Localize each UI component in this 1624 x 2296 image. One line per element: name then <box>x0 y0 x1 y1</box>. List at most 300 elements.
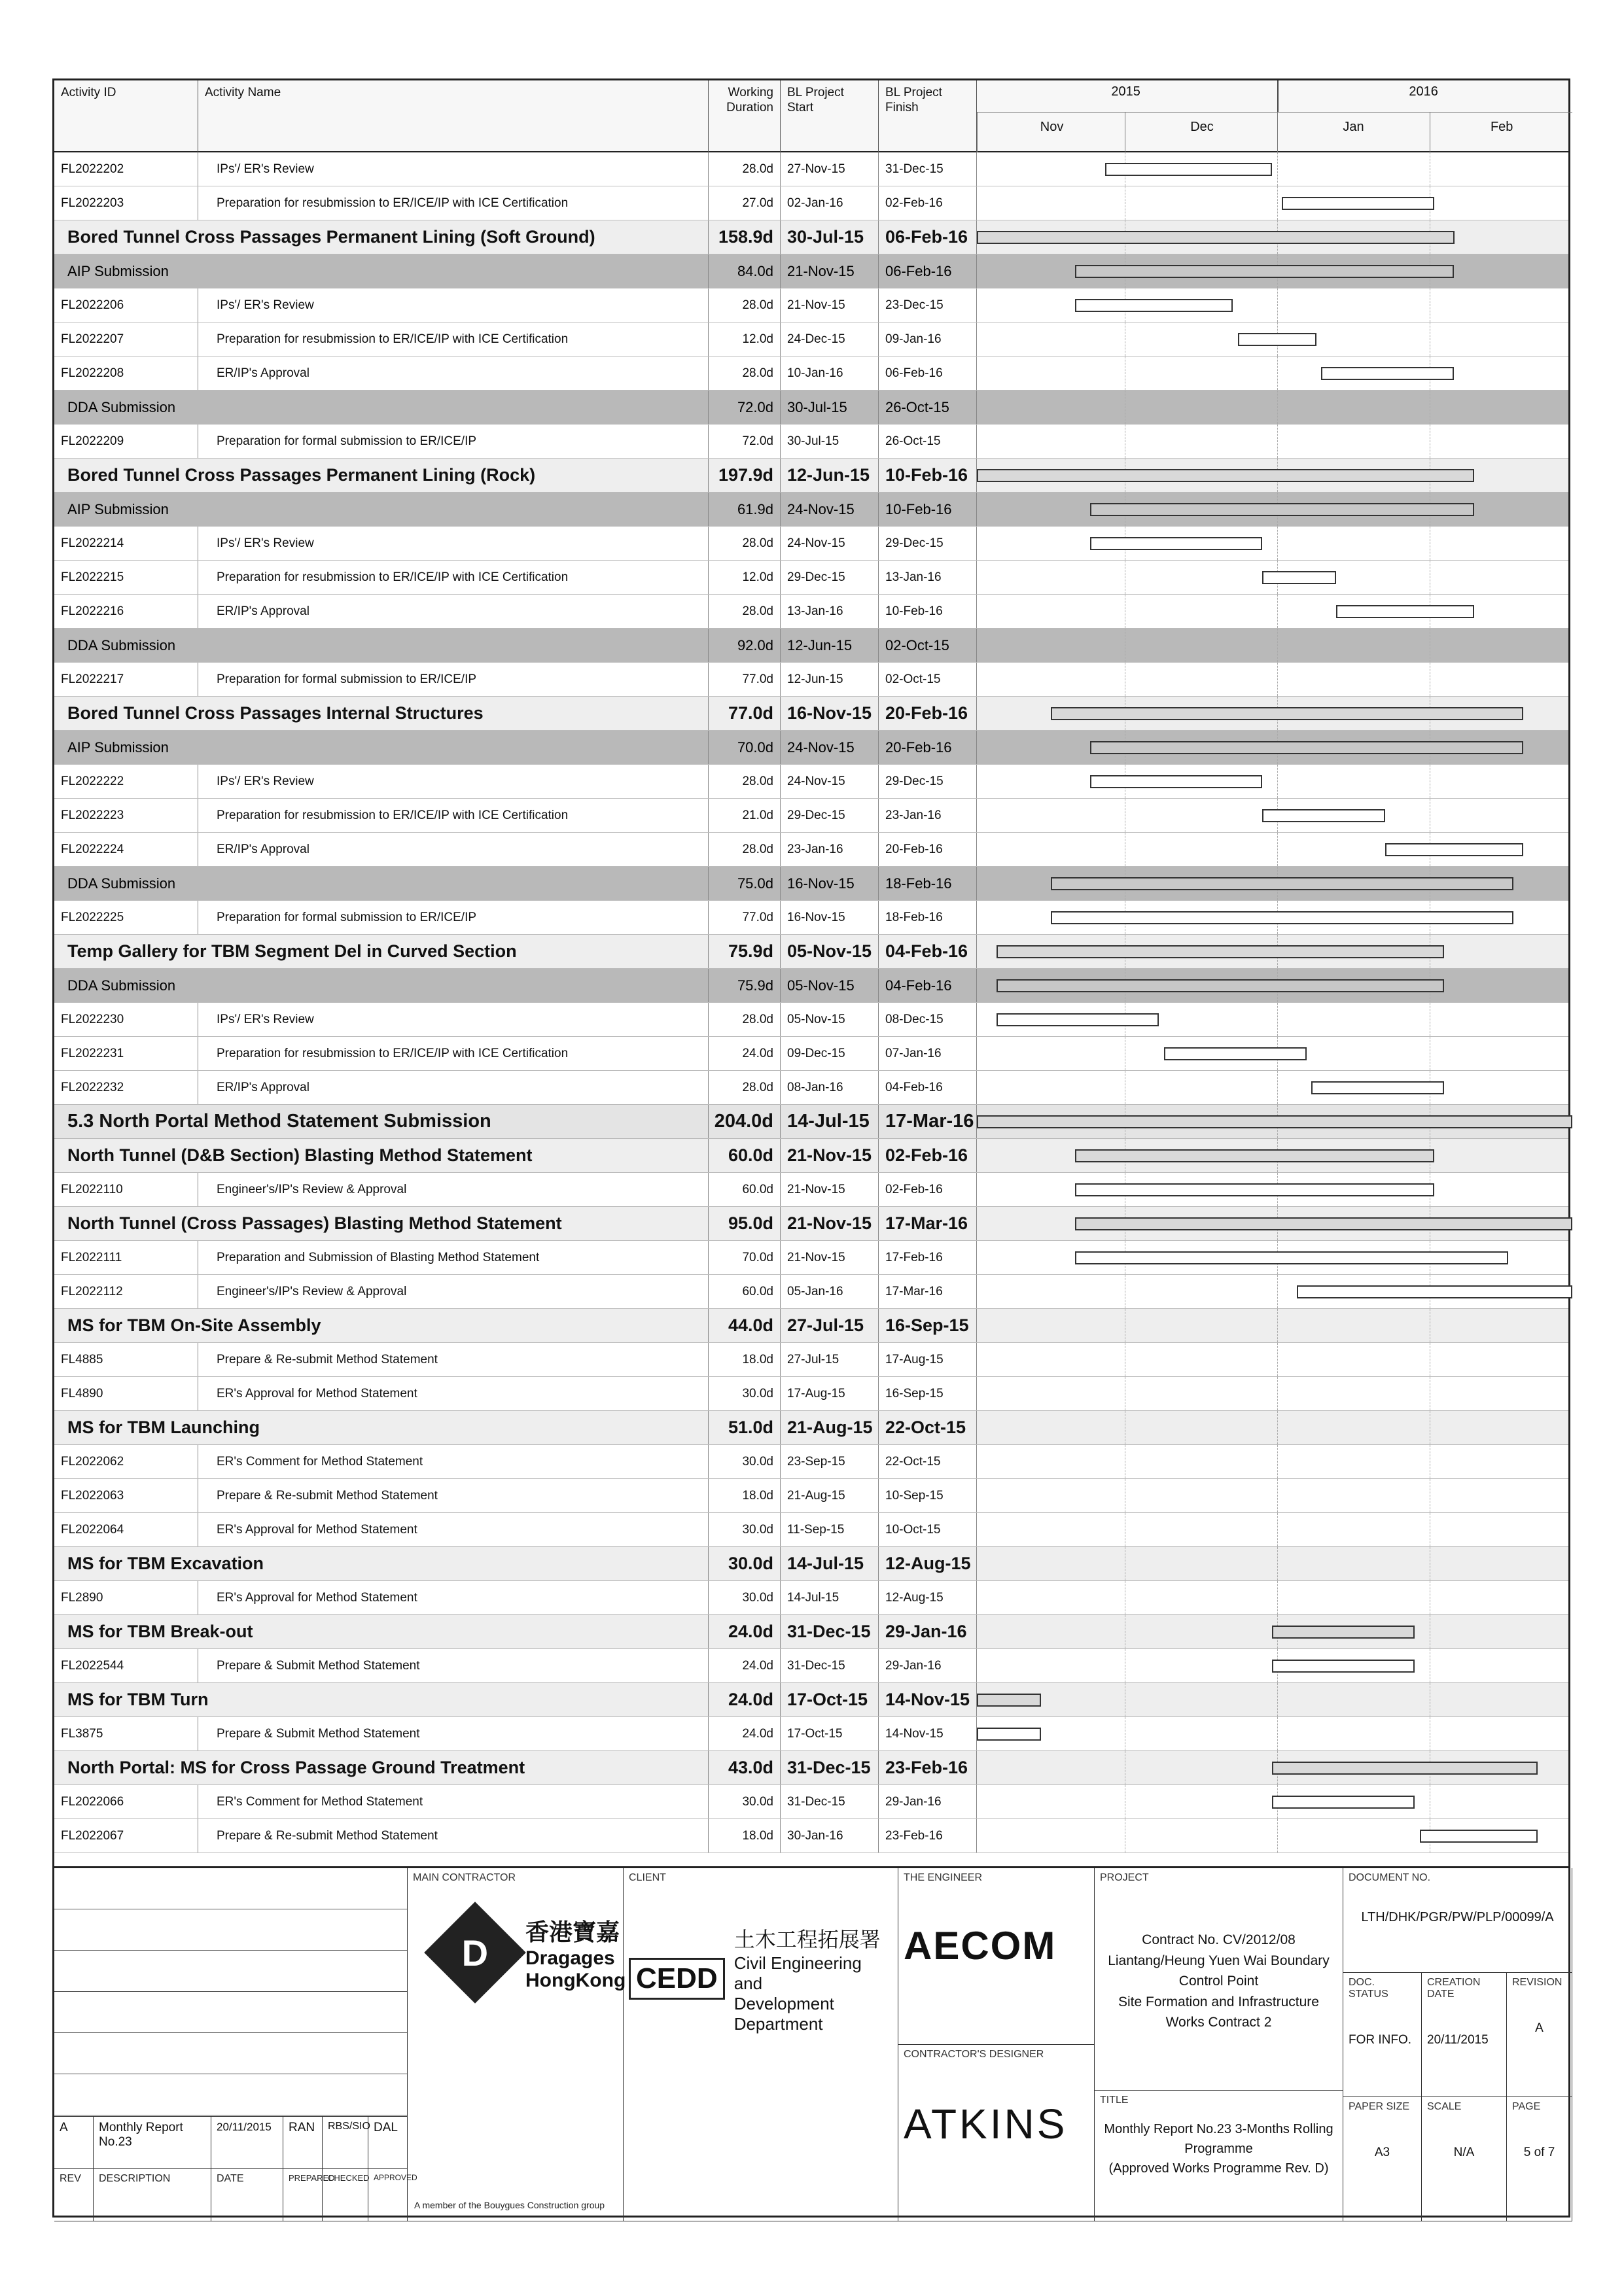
activity-name: AIP Submission <box>61 254 709 288</box>
activity-name: Temp Gallery for TBM Segment Del in Curved Section <box>61 935 709 968</box>
gantt-bar[interactable] <box>1051 911 1513 924</box>
activity-row[interactable] <box>54 833 1568 867</box>
activity-row[interactable] <box>54 1003 1568 1037</box>
year-divider <box>1277 80 1279 112</box>
activity-start: 21-Aug-15 <box>781 1479 879 1512</box>
activity-start: 31-Dec-15 <box>781 1785 879 1818</box>
activity-row[interactable] <box>54 1343 1568 1377</box>
cedd-logo: CEDD <box>629 1958 725 2000</box>
gantt-bar[interactable] <box>1075 299 1233 312</box>
gantt-lane <box>977 1581 1572 1614</box>
activity-start: 27-Nov-15 <box>781 152 879 186</box>
activity-row[interactable] <box>54 561 1568 595</box>
activity-start: 24-Dec-15 <box>781 322 879 356</box>
gantt-bar[interactable] <box>1075 1217 1572 1230</box>
activity-duration: 60.0d <box>709 1275 781 1308</box>
activity-start: 30-Jul-15 <box>781 220 879 254</box>
activity-duration: 18.0d <box>709 1819 781 1852</box>
gantt-gridline <box>1277 527 1278 560</box>
column-header-duration: Working Duration <box>709 80 781 152</box>
gantt-bar[interactable] <box>1311 1081 1444 1094</box>
activity-start: 12-Jun-15 <box>781 629 879 662</box>
gantt-bar[interactable] <box>1238 333 1316 346</box>
activity-duration: 70.0d <box>709 1241 781 1274</box>
doc-status: FOR INFO. <box>1349 2033 1412 2047</box>
activity-finish: 16-Sep-15 <box>879 1377 977 1410</box>
activity-name: Preparation for resubmission to ER/ICE/IP with ICE Certification <box>198 1037 709 1070</box>
engineer-label: THE ENGINEER <box>904 1872 983 1883</box>
activity-row[interactable] <box>54 425 1568 459</box>
activity-start: 13-Jan-16 <box>781 595 879 628</box>
activity-finish: 29-Jan-16 <box>879 1615 977 1648</box>
activity-row[interactable] <box>54 765 1568 799</box>
timeline-header <box>977 80 1572 152</box>
activity-name: AIP Submission <box>61 731 709 764</box>
gantt-lane <box>977 1479 1572 1512</box>
revision-checked: RBS/SIO <box>323 2117 368 2169</box>
activity-start: 02-Jan-16 <box>781 186 879 220</box>
activity-duration: 204.0d <box>709 1105 781 1138</box>
wbs-group-row[interactable] <box>54 935 1568 969</box>
activity-name: Prepare & Re-submit Method Statement <box>198 1343 709 1376</box>
gantt-bar[interactable] <box>1051 877 1513 890</box>
gantt-bar[interactable] <box>977 469 1474 482</box>
atkins-logo: ATKINS <box>904 2100 1068 2148</box>
project-panel <box>1095 1868 1343 2091</box>
activity-finish: 17-Mar-16 <box>879 1207 977 1240</box>
activity-row[interactable] <box>54 152 1568 186</box>
activity-finish: 16-Sep-15 <box>879 1309 977 1342</box>
gantt-lane <box>977 322 1572 356</box>
activity-name: Prepare & Re-submit Method Statement <box>198 1479 709 1512</box>
activity-row[interactable] <box>54 1649 1568 1683</box>
activity-finish: 23-Dec-15 <box>879 288 977 322</box>
gantt-bar[interactable] <box>1075 1183 1434 1196</box>
wbs-subgroup-row[interactable] <box>54 391 1568 425</box>
activity-name: Prepare & Submit Method Statement <box>198 1717 709 1750</box>
activity-name: ER/IP's Approval <box>198 1071 709 1104</box>
gantt-bar[interactable] <box>1262 571 1336 584</box>
revision-description: Monthly Report No.23 <box>94 2117 211 2169</box>
activity-id: FL2022217 <box>54 663 198 696</box>
activity-id: FL2022110 <box>54 1173 198 1206</box>
gantt-lane <box>977 1105 1572 1138</box>
gantt-bar[interactable] <box>1420 1830 1538 1843</box>
activity-duration: 30.0d <box>709 1377 781 1410</box>
gantt-lane <box>977 663 1572 696</box>
client-name-en1: Civil Engineering and <box>733 1953 862 1993</box>
contract-number: Contract No. CV/2012/08 <box>1142 1932 1296 1947</box>
activity-finish: 18-Feb-16 <box>879 901 977 934</box>
activity-finish: 23-Feb-16 <box>879 1819 977 1852</box>
gantt-bar[interactable] <box>1321 367 1454 380</box>
activity-start: 21-Aug-15 <box>781 1411 879 1444</box>
activity-duration: 60.0d <box>709 1173 781 1206</box>
activity-start: 27-Jul-15 <box>781 1309 879 1342</box>
activity-start: 17-Aug-15 <box>781 1377 879 1410</box>
gantt-gridline <box>1277 1581 1278 1614</box>
activity-duration: 28.0d <box>709 527 781 560</box>
revision-header-approved: APPROVED <box>368 2169 408 2221</box>
table-header <box>54 80 1568 152</box>
activity-duration: 92.0d <box>709 629 781 662</box>
month-label: Jan <box>1343 120 1364 134</box>
activity-duration: 28.0d <box>709 357 781 390</box>
activity-row[interactable] <box>54 663 1568 697</box>
activity-finish: 18-Feb-16 <box>879 867 977 900</box>
activity-name: MS for TBM Excavation <box>61 1547 709 1580</box>
revision-approved: DAL <box>368 2117 408 2169</box>
gantt-lane <box>977 357 1572 390</box>
gantt-bar[interactable] <box>1272 1762 1538 1775</box>
activity-start: 24-Nov-15 <box>781 493 879 526</box>
activity-row[interactable] <box>54 1479 1568 1513</box>
gantt-lane <box>977 1683 1572 1716</box>
gantt-gridline <box>1277 1003 1278 1036</box>
gantt-lane <box>977 1241 1572 1274</box>
activity-duration: 77.0d <box>709 663 781 696</box>
activity-row[interactable] <box>54 1785 1568 1819</box>
activity-finish: 23-Feb-16 <box>879 1751 977 1784</box>
programme-sheet <box>52 78 1570 2218</box>
wbs-group-row[interactable] <box>54 1751 1568 1785</box>
activity-finish: 08-Dec-15 <box>879 1003 977 1036</box>
activity-row[interactable] <box>54 186 1568 220</box>
activity-start: 16-Nov-15 <box>781 867 879 900</box>
creation-date-label: CREATION DATE <box>1427 1977 1481 2000</box>
activity-row[interactable] <box>54 799 1568 833</box>
wbs-group-row[interactable] <box>54 697 1568 731</box>
gantt-gridline <box>1277 765 1278 798</box>
contractor-tagline: A member of the Bouygues Construction group <box>414 2200 605 2210</box>
activity-row[interactable] <box>54 357 1568 391</box>
activity-id: FL2022231 <box>54 1037 198 1070</box>
activity-duration: 28.0d <box>709 1003 781 1036</box>
wbs-group-row[interactable] <box>54 1411 1568 1445</box>
gantt-gridline <box>1277 629 1278 662</box>
gantt-bar[interactable] <box>1164 1047 1307 1060</box>
activity-start: 24-Nov-15 <box>781 731 879 764</box>
gantt-bar[interactable] <box>1090 503 1474 516</box>
gantt-bar[interactable] <box>1090 775 1262 788</box>
activity-name: MS for TBM Turn <box>61 1683 709 1716</box>
activity-id: FL3875 <box>54 1717 198 1750</box>
gantt-lane <box>977 833 1572 866</box>
activity-duration: 30.0d <box>709 1785 781 1818</box>
gantt-lane <box>977 799 1572 832</box>
activity-row[interactable] <box>54 1071 1568 1105</box>
gantt-gridline <box>1277 152 1278 186</box>
activity-row[interactable] <box>54 1717 1568 1751</box>
activity-finish: 17-Feb-16 <box>879 1241 977 1274</box>
gantt-bar[interactable] <box>997 979 1444 992</box>
activity-id: FL2890 <box>54 1581 198 1614</box>
activity-name: North Tunnel (Cross Passages) Blasting Method Statement <box>61 1207 709 1240</box>
wbs-subgroup-row[interactable] <box>54 969 1568 1003</box>
gantt-gridline <box>1277 288 1278 322</box>
gantt-bar[interactable] <box>1297 1285 1572 1298</box>
activity-start: 21-Nov-15 <box>781 254 879 288</box>
activity-start: 17-Oct-15 <box>781 1683 879 1716</box>
activity-start: 24-Nov-15 <box>781 765 879 798</box>
activity-duration: 30.0d <box>709 1581 781 1614</box>
activity-duration: 30.0d <box>709 1445 781 1478</box>
activity-finish: 29-Dec-15 <box>879 527 977 560</box>
engineer-panel <box>898 1868 1095 2045</box>
activity-duration: 28.0d <box>709 152 781 186</box>
gantt-lane <box>977 152 1572 186</box>
activity-finish: 17-Mar-16 <box>879 1105 977 1138</box>
activity-start: 21-Nov-15 <box>781 288 879 322</box>
creation-date-cell <box>1422 1973 1507 2097</box>
activity-row[interactable] <box>54 1581 1568 1615</box>
activity-start: 05-Jan-16 <box>781 1275 879 1308</box>
activity-start: 09-Dec-15 <box>781 1037 879 1070</box>
activity-id: FL2022063 <box>54 1479 198 1512</box>
wbs-subgroup-row[interactable] <box>54 254 1568 288</box>
gantt-bar[interactable] <box>1090 741 1523 754</box>
gantt-bar[interactable] <box>1075 1149 1434 1162</box>
wbs-subgroup-row[interactable] <box>54 867 1568 901</box>
activity-row[interactable] <box>54 1377 1568 1411</box>
year-label: 2016 <box>1409 84 1438 99</box>
activity-name: ER/IP's Approval <box>198 833 709 866</box>
activity-row[interactable] <box>54 1275 1568 1309</box>
gantt-bar[interactable] <box>1272 1660 1415 1673</box>
activity-row[interactable] <box>54 595 1568 629</box>
activity-start: 08-Jan-16 <box>781 1071 879 1104</box>
activity-row[interactable] <box>54 1445 1568 1479</box>
gantt-gridline <box>1277 1445 1278 1478</box>
activity-start: 31-Dec-15 <box>781 1649 879 1682</box>
activity-duration: 12.0d <box>709 322 781 356</box>
activity-start: 21-Nov-15 <box>781 1139 879 1172</box>
column-header-activity-id: Activity ID <box>54 80 198 152</box>
gantt-gridline <box>1277 186 1278 220</box>
activity-id: FL4885 <box>54 1343 198 1376</box>
activity-duration: 24.0d <box>709 1683 781 1716</box>
activity-name: Engineer's/IP's Review & Approval <box>198 1173 709 1206</box>
gantt-bar[interactable] <box>1075 265 1454 278</box>
month-label: Nov <box>1040 120 1064 134</box>
gantt-lane <box>977 1411 1572 1444</box>
paper-size: A3 <box>1374 2146 1390 2159</box>
gantt-bar[interactable] <box>977 1694 1041 1707</box>
gantt-bar[interactable] <box>1385 843 1523 856</box>
wbs-group-row[interactable] <box>54 1139 1568 1173</box>
activity-duration: 197.9d <box>709 459 781 492</box>
gantt-gridline <box>1277 425 1278 458</box>
activity-id: FL2022208 <box>54 357 198 390</box>
wbs-group-row[interactable] <box>54 1683 1568 1717</box>
main-contractor-label: MAIN CONTRACTOR <box>413 1872 516 1883</box>
activity-finish: 10-Oct-15 <box>879 1513 977 1546</box>
activity-finish: 22-Oct-15 <box>879 1411 977 1444</box>
activity-name: DDA Submission <box>61 391 709 424</box>
activity-name: Preparation for resubmission to ER/ICE/IP with ICE Certification <box>198 799 709 832</box>
activity-finish: 04-Feb-16 <box>879 935 977 968</box>
gantt-lane <box>977 969 1572 1002</box>
gantt-gridline <box>1277 1071 1278 1104</box>
activity-id: FL2022203 <box>54 186 198 220</box>
gantt-lane <box>977 1275 1572 1308</box>
activity-name: ER's Comment for Method Statement <box>198 1785 709 1818</box>
wbs-subgroup-row[interactable] <box>54 629 1568 663</box>
wbs-group-row[interactable] <box>54 459 1568 493</box>
gantt-lane <box>977 1343 1572 1376</box>
client-name-en2: Development Department <box>733 1994 834 2034</box>
activity-row[interactable] <box>54 1173 1568 1207</box>
activity-start: 31-Dec-15 <box>781 1615 879 1648</box>
month-gridline <box>977 112 978 152</box>
activity-name: Bored Tunnel Cross Passages Internal Structures <box>61 697 709 730</box>
wbs-subgroup-row[interactable] <box>54 731 1568 765</box>
activity-id: FL2022222 <box>54 765 198 798</box>
activity-duration: 84.0d <box>709 254 781 288</box>
activity-name: AIP Submission <box>61 493 709 526</box>
revision-cell <box>1507 1973 1572 2097</box>
page-label: PAGE <box>1512 2101 1541 2112</box>
activity-start: 05-Nov-15 <box>781 935 879 968</box>
wbs-group-row[interactable] <box>54 1309 1568 1343</box>
gantt-bar[interactable] <box>1051 707 1523 720</box>
activity-name: DDA Submission <box>61 629 709 662</box>
activity-duration: 51.0d <box>709 1411 781 1444</box>
activity-row[interactable] <box>54 1037 1568 1071</box>
gantt-lane <box>977 425 1572 458</box>
gantt-bar[interactable] <box>1272 1626 1415 1639</box>
activity-name: MS for TBM On-Site Assembly <box>61 1309 709 1342</box>
activity-id: FL2022206 <box>54 288 198 322</box>
gantt-lane <box>977 1207 1572 1240</box>
wbs-subgroup-row[interactable] <box>54 493 1568 527</box>
activity-id: FL2022224 <box>54 833 198 866</box>
page-number: 5 of 7 <box>1523 2146 1555 2159</box>
revision-value: A <box>1535 2021 1544 2035</box>
activity-start: 16-Nov-15 <box>781 697 879 730</box>
designer-label: CONTRACTOR'S DESIGNER <box>904 2049 1044 2060</box>
gantt-bar[interactable] <box>1105 163 1273 176</box>
activity-start: 29-Dec-15 <box>781 561 879 594</box>
activity-id: FL2022214 <box>54 527 198 560</box>
activity-row[interactable] <box>54 288 1568 322</box>
gantt-bar[interactable] <box>1090 537 1262 550</box>
gantt-lane <box>977 1071 1572 1104</box>
month-label: Feb <box>1490 120 1513 134</box>
title-line-1: Monthly Report No.23 3-Months Rolling Programme <box>1104 2122 1333 2156</box>
wbs-group-row[interactable] <box>54 220 1568 254</box>
activity-id: FL2022207 <box>54 322 198 356</box>
activity-duration: 24.0d <box>709 1649 781 1682</box>
wbs-group-row[interactable] <box>54 1207 1568 1241</box>
gantt-bar[interactable] <box>1336 605 1474 618</box>
activity-id: FL2022216 <box>54 595 198 628</box>
activity-finish: 02-Feb-16 <box>879 1139 977 1172</box>
document-number-label: DOCUMENT NO. <box>1349 1872 1431 1883</box>
activity-duration: 77.0d <box>709 901 781 934</box>
activity-start: 12-Jun-15 <box>781 663 879 696</box>
gantt-gridline <box>1277 1513 1278 1546</box>
activity-duration: 28.0d <box>709 833 781 866</box>
dragages-logo: D <box>439 1917 618 1989</box>
revision-header-prepared: PREPARED <box>283 2169 323 2221</box>
activity-name: ER's Approval for Method Statement <box>198 1581 709 1614</box>
activity-id: FL2022067 <box>54 1819 198 1852</box>
gantt-lane <box>977 935 1572 968</box>
activity-start: 27-Jul-15 <box>781 1343 879 1376</box>
client-panel <box>624 1868 898 2221</box>
gantt-lane <box>977 1037 1572 1070</box>
gantt-gridline <box>1277 1411 1278 1444</box>
activity-row[interactable] <box>54 901 1568 935</box>
activity-row[interactable] <box>54 1241 1568 1275</box>
document-number-cell <box>1343 1868 1572 1973</box>
activity-start: 23-Jan-16 <box>781 833 879 866</box>
activity-name: Preparation for formal submission to ER/ICE/IP <box>198 663 709 696</box>
revision-history-blank <box>54 1868 408 2117</box>
gantt-gridline <box>1277 1309 1278 1342</box>
column-header-activity-name: Activity Name <box>198 80 709 152</box>
activity-id: FL2022225 <box>54 901 198 934</box>
gantt-bar[interactable] <box>1075 1251 1508 1264</box>
activity-finish: 17-Mar-16 <box>879 1275 977 1308</box>
gantt-bar[interactable] <box>997 1013 1159 1026</box>
gantt-lane <box>977 1547 1572 1580</box>
wbs-group-row[interactable] <box>54 1105 1568 1139</box>
revision-header-date: DATE <box>211 2169 283 2221</box>
column-header-start: BL Project Start <box>781 80 879 152</box>
activity-row[interactable] <box>54 527 1568 561</box>
gantt-gridline <box>1277 1343 1278 1376</box>
gantt-bar[interactable] <box>977 1115 1572 1128</box>
activity-row[interactable] <box>54 322 1568 357</box>
activity-finish: 02-Oct-15 <box>879 629 977 662</box>
activity-row[interactable] <box>54 1819 1568 1853</box>
activity-id: FL2022062 <box>54 1445 198 1478</box>
activity-duration: 24.0d <box>709 1037 781 1070</box>
gantt-bar[interactable] <box>977 231 1455 244</box>
activity-row[interactable] <box>54 1513 1568 1547</box>
gantt-bar[interactable] <box>1262 809 1385 822</box>
wbs-group-row[interactable] <box>54 1547 1568 1581</box>
activity-start: 21-Nov-15 <box>781 1207 879 1240</box>
contractor-name-en1: Dragages <box>525 1947 615 1969</box>
wbs-group-row[interactable] <box>54 1615 1568 1649</box>
gantt-bar[interactable] <box>1282 197 1434 210</box>
gantt-lane <box>977 731 1572 764</box>
title-block <box>54 1866 1568 2219</box>
gantt-lane <box>977 901 1572 934</box>
gantt-bar[interactable] <box>997 945 1444 958</box>
gantt-lane <box>977 493 1572 526</box>
activity-name: DDA Submission <box>61 969 709 1002</box>
gantt-lane <box>977 1377 1572 1410</box>
activity-finish: 17-Aug-15 <box>879 1343 977 1376</box>
activity-name: Preparation for formal submission to ER/ICE/IP <box>198 425 709 458</box>
revision-date: 20/11/2015 <box>211 2117 283 2169</box>
activity-duration: 28.0d <box>709 595 781 628</box>
activity-duration: 95.0d <box>709 1207 781 1240</box>
activity-start: 14-Jul-15 <box>781 1105 879 1138</box>
activity-id: FL2022111 <box>54 1241 198 1274</box>
gantt-lane <box>977 1309 1572 1342</box>
gantt-bar[interactable] <box>1272 1796 1415 1809</box>
contractor-name-en2: HongKong <box>525 1970 626 1991</box>
gantt-bar[interactable] <box>977 1728 1041 1741</box>
activity-finish: 29-Jan-16 <box>879 1649 977 1682</box>
activity-finish: 29-Jan-16 <box>879 1785 977 1818</box>
activity-name: MS for TBM Launching <box>61 1411 709 1444</box>
